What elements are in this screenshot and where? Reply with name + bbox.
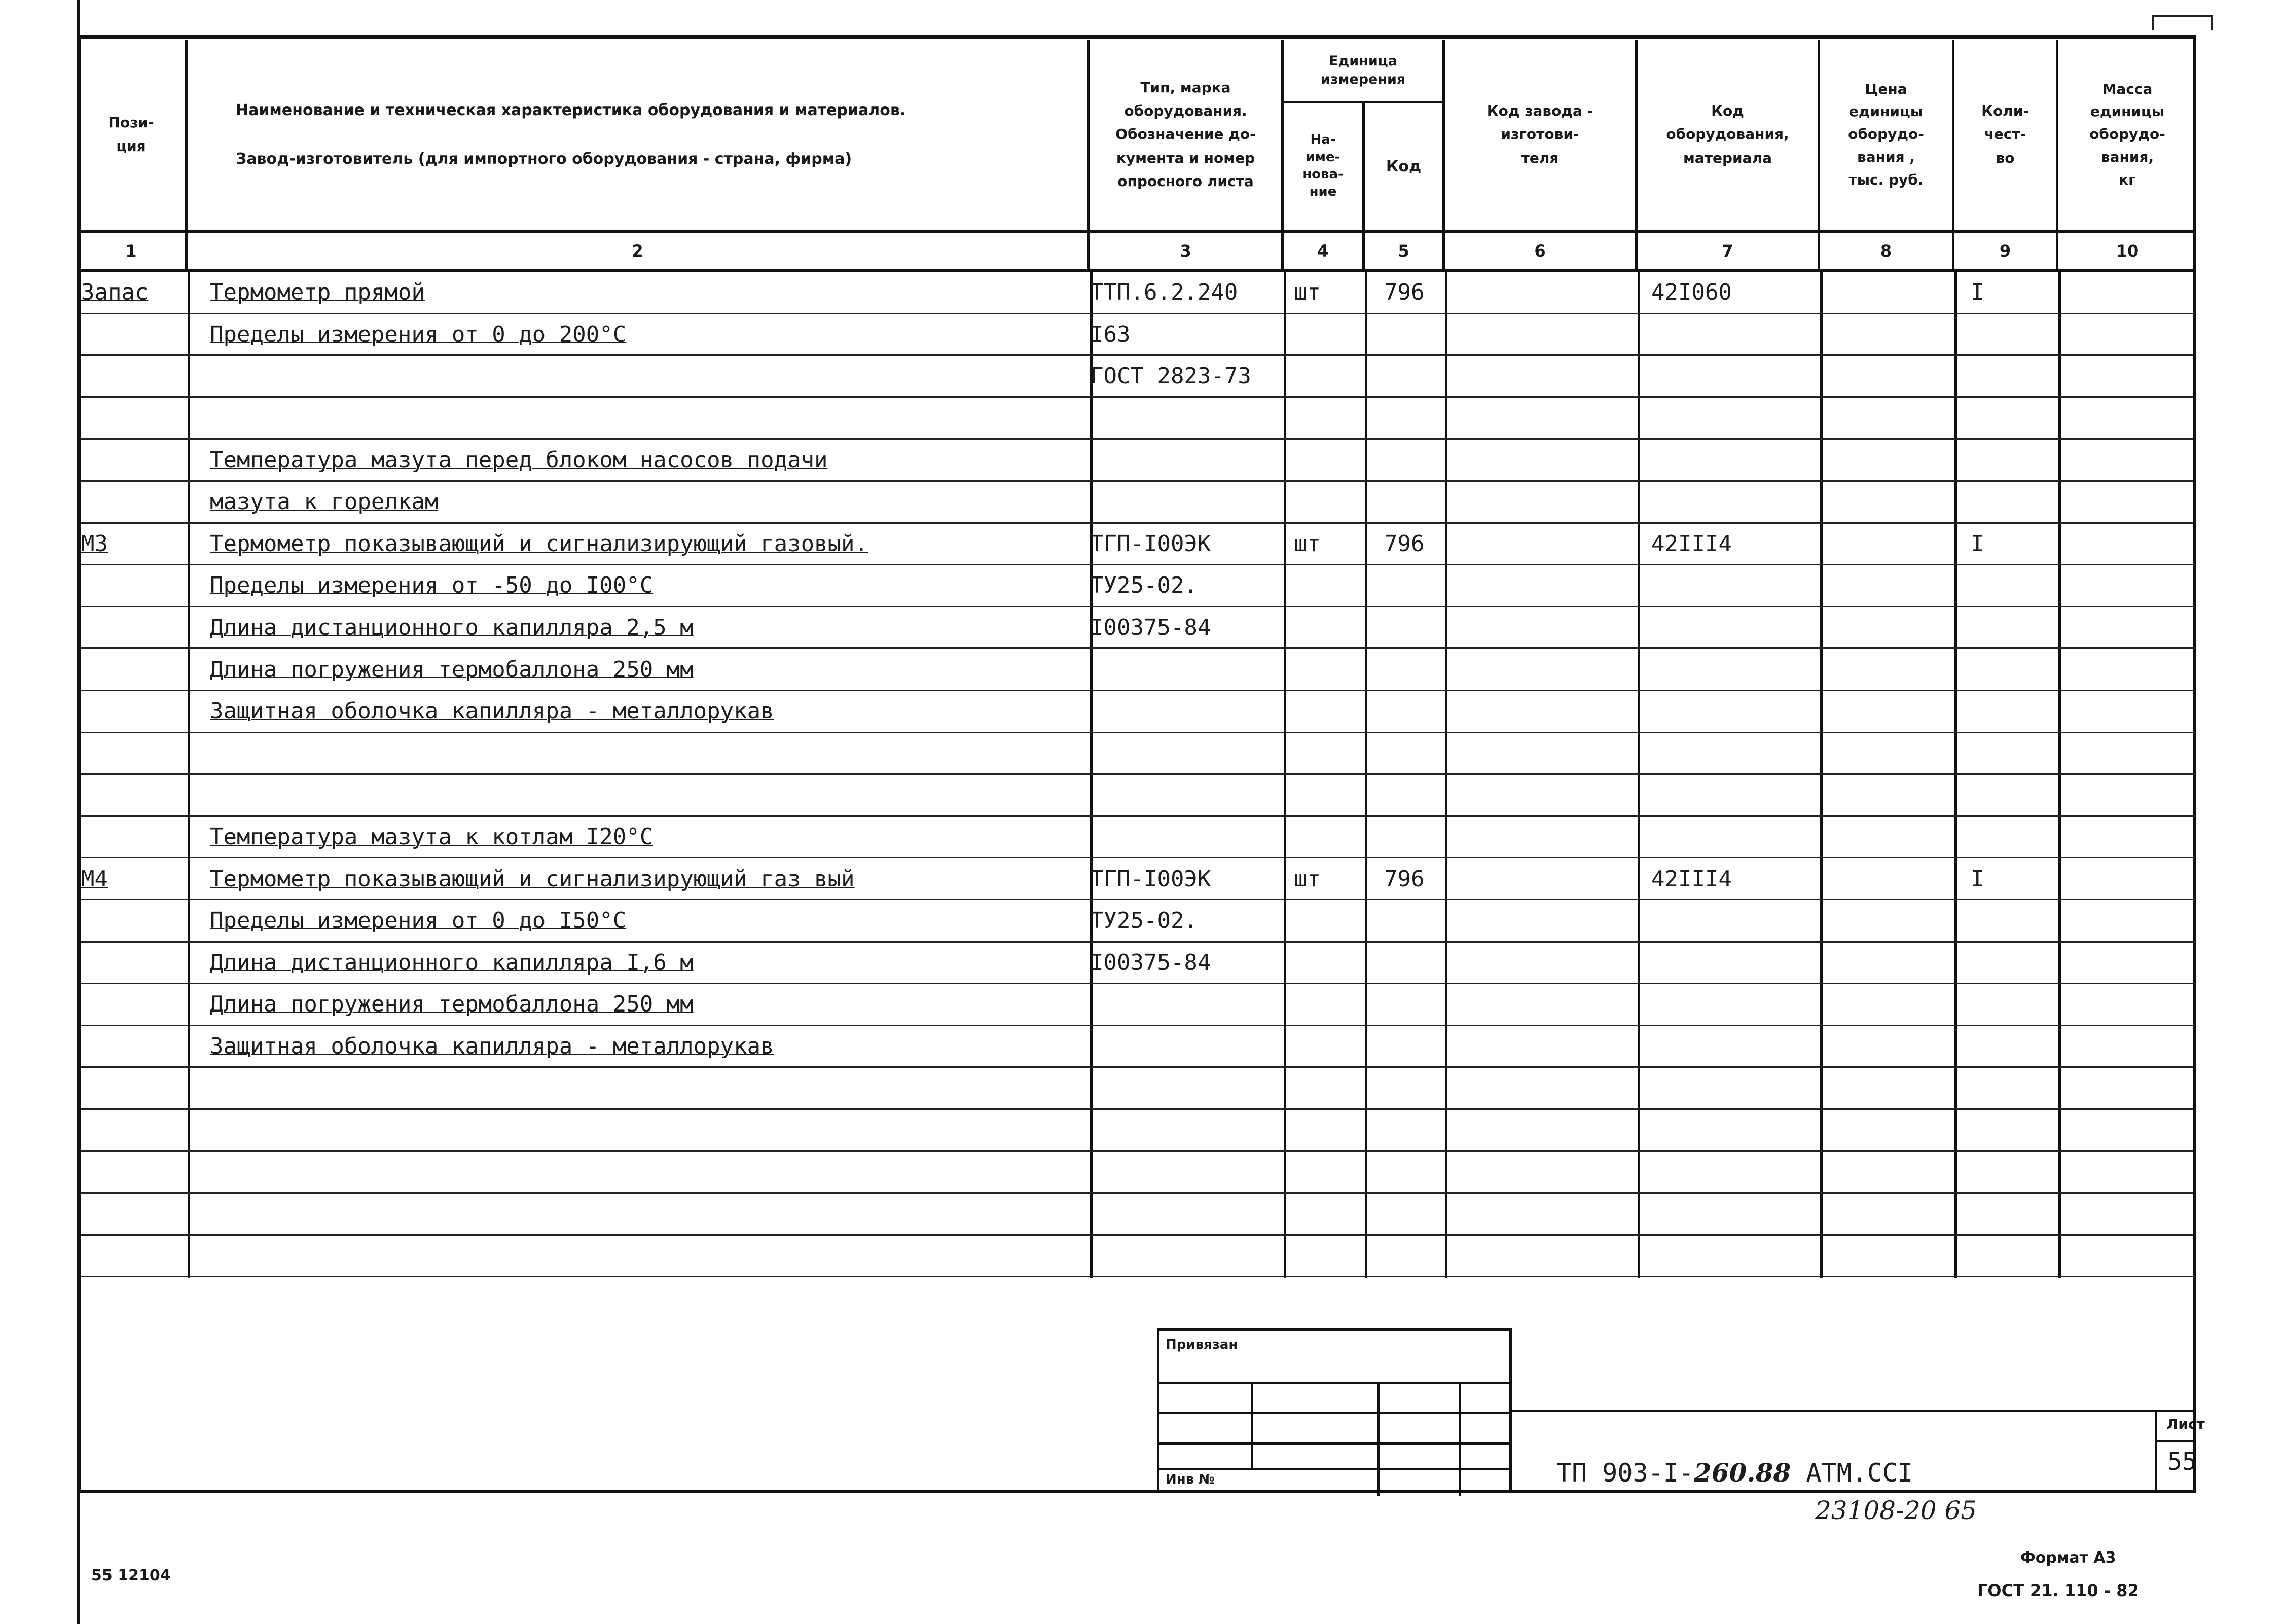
row-quantity: I	[1971, 279, 1984, 306]
colnum-2: 2	[188, 233, 1090, 269]
row-material-code: 42I060	[1651, 279, 1732, 306]
row-unit-code: 796	[1384, 279, 1425, 306]
document-designation: ТП 903-I-260.88 АТМ.ССI	[1556, 1458, 1913, 1488]
row-position: М3	[81, 530, 108, 557]
colnum-6: 6	[1445, 233, 1638, 269]
row-name: Длина дистанционного капилляра 2,5 м	[210, 615, 694, 641]
row-material-code: 42III4	[1651, 530, 1732, 557]
row-type: ТГП-I00ЭК	[1090, 865, 1211, 892]
row-material-code: 42III4	[1651, 865, 1732, 892]
header-unit-title: Единица измерения	[1284, 40, 1442, 103]
row-position: Запас	[81, 279, 149, 306]
colnum-7: 7	[1638, 233, 1820, 269]
row-name: Длина дистанционного капилляра I,6 м	[210, 949, 694, 976]
row-type: I63	[1090, 321, 1131, 347]
header-unit-name: На- име- нова- ние	[1284, 103, 1365, 230]
header-unit-code: Код	[1386, 157, 1422, 175]
row-type: I00375-84	[1090, 949, 1211, 976]
row-quantity: I	[1971, 865, 1984, 892]
row-name: Термометр показывающий и сигнализирующий газовый.	[210, 530, 868, 557]
row-name: Длина погружения термобаллона 250 мм	[210, 991, 694, 1018]
sheet-number: 55	[2167, 1448, 2197, 1476]
row-name: мазута к горелкам	[210, 489, 439, 515]
row-unit: шт	[1294, 530, 1321, 557]
row-name: Пределы измерения от 0 до 200°С	[210, 321, 627, 347]
row-type: ТГП-I00ЭК	[1090, 530, 1211, 557]
header-material-code: Код оборудования, материала	[1638, 40, 1820, 230]
sheet-frame	[77, 35, 2196, 1493]
row-unit-code: 796	[1384, 865, 1425, 892]
row-unit: шт	[1294, 279, 1321, 306]
row-type: I00375-84	[1090, 615, 1211, 641]
corner-mark	[2152, 15, 2213, 30]
bound-label: Привязан	[1166, 1337, 1238, 1352]
row-name: Температура мазута перед блоком насосов подачи	[210, 447, 828, 473]
gost-label: ГОСТ 21. 110 - 82	[1977, 1581, 2139, 1600]
row-name: Длина погружения термобаллона 250 мм	[210, 656, 694, 682]
row-position: М4	[81, 865, 108, 892]
header-type: Тип, марка оборудования. Обозначение до- кумента и номер опросного листа	[1090, 40, 1284, 230]
header-price: Цена единицы оборудо- вания , тыс. руб.	[1820, 40, 1954, 230]
row-name: Термометр показывающий и сигнализирующий газ вый	[210, 865, 855, 892]
colnum-5: 5	[1365, 233, 1445, 269]
row-type: ТТП.6.2.240	[1090, 279, 1238, 306]
row-name: Пределы измерения от -50 до I00°С	[210, 572, 654, 599]
row-name: Защитная оболочка капилляра - металлорукав	[210, 1033, 774, 1060]
row-unit: шт	[1294, 865, 1321, 892]
row-unit-code: 796	[1384, 530, 1425, 557]
colnum-9: 9	[1954, 233, 2058, 269]
row-quantity: I	[1971, 530, 1984, 557]
row-name: Пределы измерения от 0 до I50°С	[210, 908, 627, 934]
sheet-label: Лист	[2166, 1416, 2205, 1432]
colnum-3: 3	[1090, 233, 1284, 269]
header-position: Пози- ция	[77, 40, 188, 230]
colnum-1: 1	[77, 233, 188, 269]
header-mass: Масса единицы оборудо- вания, кг	[2089, 80, 2165, 188]
colnum-4: 4	[1284, 233, 1365, 269]
colnum-10: 10	[2116, 241, 2139, 261]
row-type: ТУ25-02.	[1090, 908, 1198, 934]
handwritten-number: 23108-20 65	[1815, 1496, 1977, 1525]
row-type: ТУ25-02.	[1090, 572, 1198, 599]
row-type: ГОСТ 2823-73	[1090, 363, 1251, 389]
colnum-8: 8	[1820, 233, 1954, 269]
format-label: Формат А3	[2020, 1549, 2116, 1567]
row-name: Защитная оболочка капилляра - металлорукав	[210, 698, 774, 725]
header-factory-code: Код завода - изготови- теля	[1445, 40, 1638, 230]
inventory-label: Инв №	[1166, 1472, 1215, 1487]
header-quantity: Коли- чест- во	[1954, 40, 2058, 230]
row-name: Термометр прямой	[210, 279, 425, 306]
header-name: Наименование и техническая характеристика оборудования и материалов. Завод-изготовитель (для импортного оборудования - страна, фирма)	[188, 40, 1090, 230]
row-name: Температура мазута к котлам I20°С	[210, 824, 654, 850]
archive-number: 55 12104	[91, 1567, 171, 1584]
